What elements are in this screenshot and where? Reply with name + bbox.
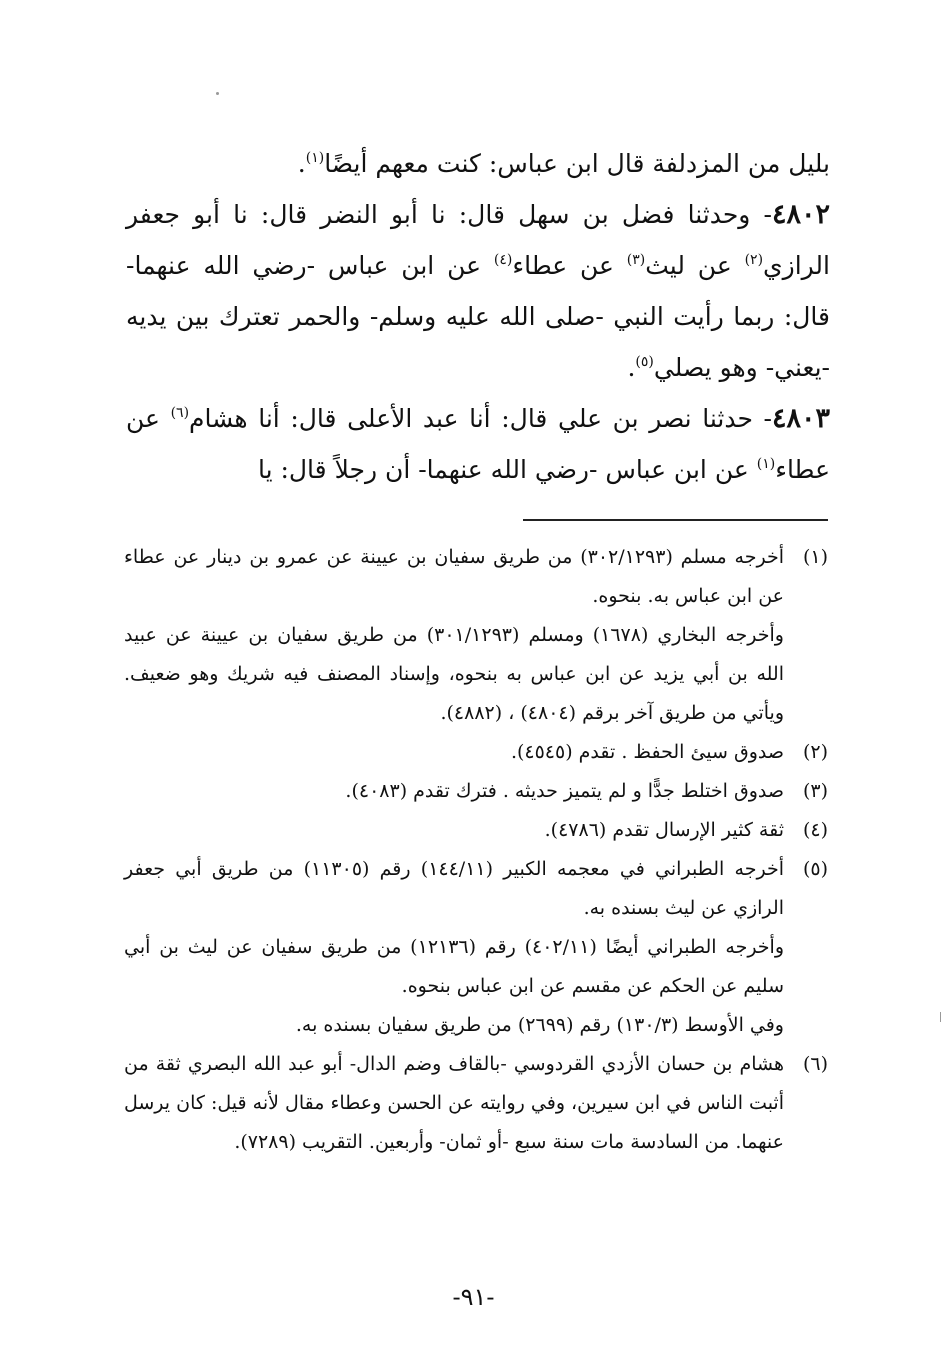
footnote-number: (٥): [802, 858, 828, 880]
paragraph-continuation: بليل من المزدلفة قال ابن عباس: كنت معهم أيضًا$^{(١)}$.: [297, 149, 830, 178]
footnote-6: (٦) هشام بن حسان الأزدي القردوسي -بالقاف وضم الدال- أبو عبد الله البصري ثقة من أثبت الناس في ابن سيرين، وفي روايته عن الحسن وعطاء مقال لأنه قيل: كان يرسل عنهما. من السادسة مات سنة سبع -أو ثمان- وأربعين. التقريب (٧٢٨٩).: [124, 1045, 828, 1162]
footnote-number: (٢): [802, 741, 828, 763]
main-text: [126, 138, 830, 495]
footnote-divider: [523, 519, 828, 521]
hadith-number: ٤٨٠٣: [771, 403, 830, 434]
footnote-ref[interactable]: (١): [756, 456, 776, 472]
footnote-number: (١): [802, 546, 828, 568]
footnote-ref[interactable]: (٤): [493, 252, 513, 268]
footnote-number: (٣): [802, 780, 828, 802]
hadith-4802: ٤٨٠٢- وحدثنا فضل بن سهل قال: نا أبو النضر قال: نا أبو جعفر الرازي$^{(٢)}$ عن ليث$^{(٣)}$ عن عطاء$^{(٤)}$ عن ابن عباس -رضي الله عنهما- قال: ربما رأيت النبي -صلى الله عليه وسلم- والحمر تعترك بين يديه -يعني- وهو يصلي$^{(٥)}$.: [126, 199, 830, 382]
footnote-2: (٢) صدوق سيئ الحفظ . تقدم (٤٥٤٥).: [124, 733, 828, 772]
footnote-number: (٦): [802, 1053, 828, 1075]
scan-speck: [940, 1012, 941, 1022]
scan-speck: [216, 92, 219, 95]
hadith-4803: ٤٨٠٣- حدثنا نصر بن علي قال: أنا عبد الأعلى قال: أنا هشام$^{(٦)}$ عن عطاء$^{(١)}$ عن ابن عباس -رضي الله عنهما- أن رجلاً قال: يا: [126, 403, 830, 484]
footnote-5-continuation: وأخرجه الطبراني أيضًا (٤٠٢/١١) رقم (١٢١٣٦) من طريق سفيان عن ليث بن أبي سليم عن الحكم عن مقسم عن ابن عباس بنحوه.: [124, 936, 784, 997]
footnote-4: (٤) ثقة كثير الإرسال تقدم (٤٧٨٦).: [124, 811, 828, 850]
footnote-1: (١) أخرجه مسلم (٣٠٢/١٢٩٣) من طريق سفيان بن عيينة عن عمرو بن دينار عن عطاء عن ابن عباس به. بنحوه.: [124, 538, 828, 616]
footnote-5: (٥) أخرجه الطبراني في معجمه الكبير (١٤٤/١١) رقم (١١٣٠٥) من طريق أبي جعفر الرازي عن ليث بسنده به.: [124, 850, 828, 928]
footnote-ref[interactable]: (٣): [626, 252, 646, 268]
footnote-number: (٤): [802, 819, 828, 841]
footnote-ref[interactable]: (٢): [744, 252, 764, 268]
footnote-ref[interactable]: (١): [305, 150, 325, 166]
footnote-ref[interactable]: (٥): [635, 354, 654, 370]
page-number: -٩١-: [452, 1283, 495, 1311]
footnote-ref[interactable]: (٦): [170, 405, 190, 421]
footnote-1-continuation: وأخرجه البخاري (١٦٧٨) ومسلم (٣٠١/١٢٩٣) من طريق سفيان بن عيينة عن عبيد الله بن أبي يزيد عن ابن عباس به بنحوه، وإسناد المصنف فيه شريك وهو ضعيف. ويأتي من طريق آخر برقم (٤٨٠٤) ، (٤٨٨٢).: [124, 624, 784, 724]
footnote-5-continuation: وفي الأوسط (١٣٠/٣) رقم (٢٦٩٩) من طريق سفيان بسنده به.: [295, 1014, 784, 1036]
footnotes: [124, 538, 828, 1162]
hadith-number: ٤٨٠٢: [771, 199, 830, 230]
footnote-3: (٣) صدوق اختلط جدًّا و لم يتميز حديثه . فترك تقدم (٤٠٨٣).: [124, 772, 828, 811]
